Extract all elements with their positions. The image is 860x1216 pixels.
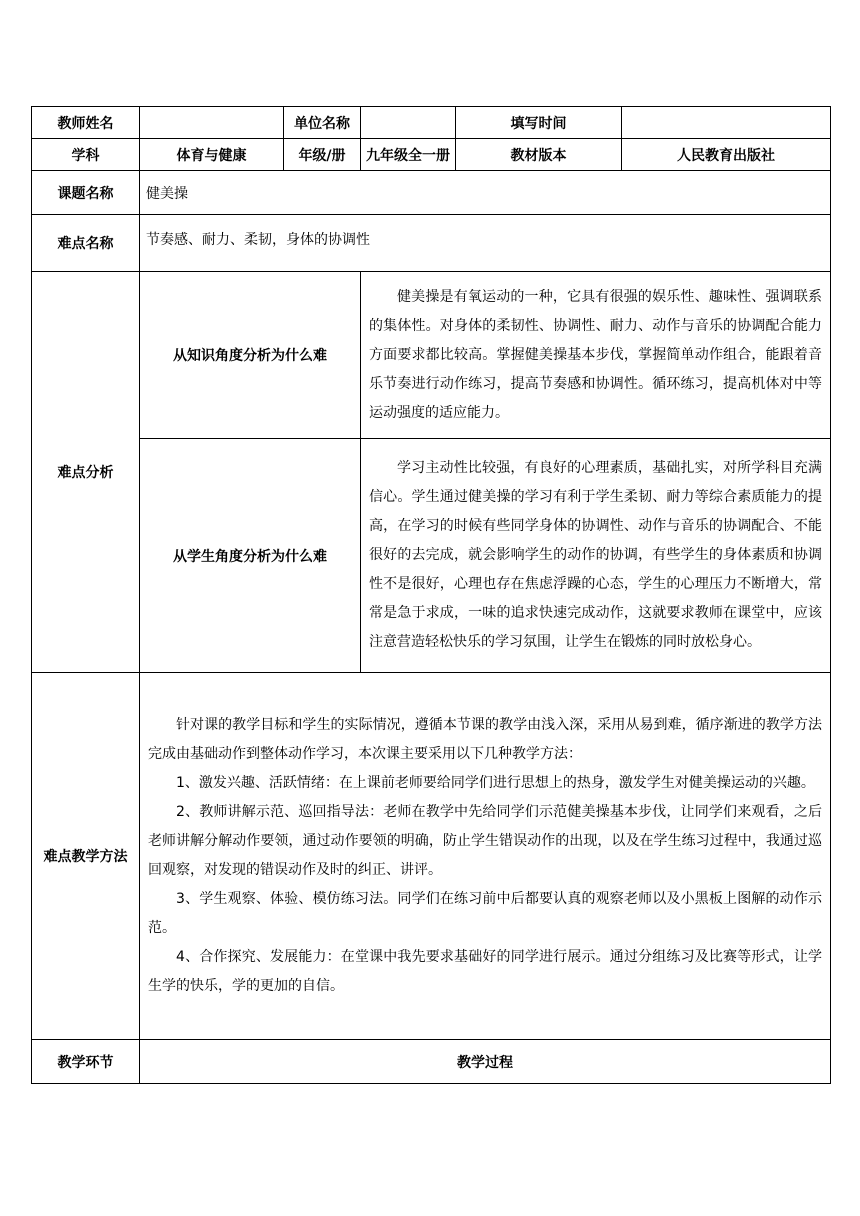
methods-label: 难点教学方法 — [32, 673, 140, 1040]
methods-paragraph-1: 1、激发兴趣、活跃情绪：在上课前老师要给同学们进行思想上的热身，激发学生对健美操运动的兴趣。 — [176, 775, 815, 791]
student-angle-label — [140, 439, 361, 673]
methods-row — [32, 673, 831, 1040]
edition-value: 人民教育出版社 — [622, 139, 831, 171]
grade-value: 九年级全一册 — [361, 139, 456, 171]
student-analysis-cell — [361, 439, 831, 673]
topic-row — [32, 171, 831, 215]
knowledge-angle-label — [140, 272, 361, 439]
edition-label: 教材版本 — [456, 139, 622, 171]
grade-label: 年级/册 — [284, 139, 361, 171]
difficulty-row — [32, 215, 831, 272]
knowledge-analysis-row — [32, 272, 831, 439]
student-analysis-row — [32, 439, 831, 673]
knowledge-angle-text: 从知识角度分析为什么难 — [173, 348, 327, 364]
process-row — [32, 1040, 831, 1084]
fill-time-label: 填写时间 — [456, 107, 622, 139]
methods-cell — [140, 673, 831, 1040]
process-label: 教学环节 — [32, 1040, 140, 1084]
topic-value: 健美操 — [140, 171, 831, 215]
unit-value — [361, 107, 456, 139]
knowledge-analysis-cell — [361, 272, 831, 439]
subject-row — [32, 139, 831, 171]
methods-paragraph-4: 4、合作探究、发展能力：在堂课中我先要求基础好的同学进行展示。通过分组练习及比赛等形式，让学生学的快乐，学的更加的自信。 — [148, 949, 822, 994]
teacher-name-label: 教师姓名 — [32, 107, 140, 139]
subject-value: 体育与健康 — [140, 139, 284, 171]
methods-paragraph-3: 3、学生观察、体验、模仿练习法。同学们在练习前中后都要认真的观察老师以及小黑板上图解的动作示范。 — [148, 891, 822, 936]
difficulty-value: 节奏感、耐力、柔韧，身体的协调性 — [140, 215, 831, 272]
knowledge-analysis-text: 健美操是有氧运动的一种，它具有很强的娱乐性、趣味性、强调联系的集体性。对身体的柔韧性、协调性、耐力、动作与音乐的协调配合能力方面要求都比较高。掌握健美操基本步伐，掌握简单动作组合，能跟着音乐节奏进行动作练习，提高节奏感和协调性。循环练习，提高机体对中等运动强度的适应能力。 — [369, 288, 822, 421]
subject-label: 学科 — [32, 139, 140, 171]
difficulty-label: 难点名称 — [32, 215, 140, 272]
lesson-plan-table — [31, 106, 831, 1084]
student-analysis-text: 学习主动性比较强，有良好的心理素质，基础扎实，对所学科目充满信心。学生通过健美操的学习有利于学生柔韧、耐力等综合素质能力的提高，在学习的时候有些同学身体的协调性、动作与音乐的协调配合、不能很好的去完成，就会影响学生的动作的协调，有些学生的身体素质和协调性不是很好，心理也存在焦虑浮躁的心态，学生的心理压力不断增大，常常是急于求成，一味的追求快速完成动作，这就要求教师在课堂中，应该注意营造轻松快乐的学习氛围，让学生在锻炼的同时放松身心。 — [369, 460, 822, 650]
header-row — [32, 107, 831, 139]
student-angle-text: 从学生角度分析为什么难 — [173, 548, 327, 565]
methods-paragraph-intro: 针对课的教学目标和学生的实际情况，遵循本节课的教学由浅入深，采用从易到难，循序渐进的教学方法完成由基础动作到整体动作学习，本次课主要采用以下几种教学方法： — [148, 717, 822, 762]
fill-time-value — [622, 107, 831, 139]
process-value: 教学过程 — [140, 1040, 831, 1084]
analysis-label: 难点分析 — [32, 272, 140, 673]
topic-label: 课题名称 — [32, 171, 140, 215]
methods-paragraph-2: 2、教师讲解示范、巡回指导法：老师在教学中先给同学们示范健美操基本步伐，让同学们来观看，之后老师讲解分解动作要领，通过动作要领的明确，防止学生错误动作的出现，以及在学生练习过程中，我通过巡回观察，对发现的错误动作及时的纠正、讲评。 — [148, 804, 822, 878]
teacher-name-value — [140, 107, 284, 139]
unit-label: 单位名称 — [284, 107, 361, 139]
